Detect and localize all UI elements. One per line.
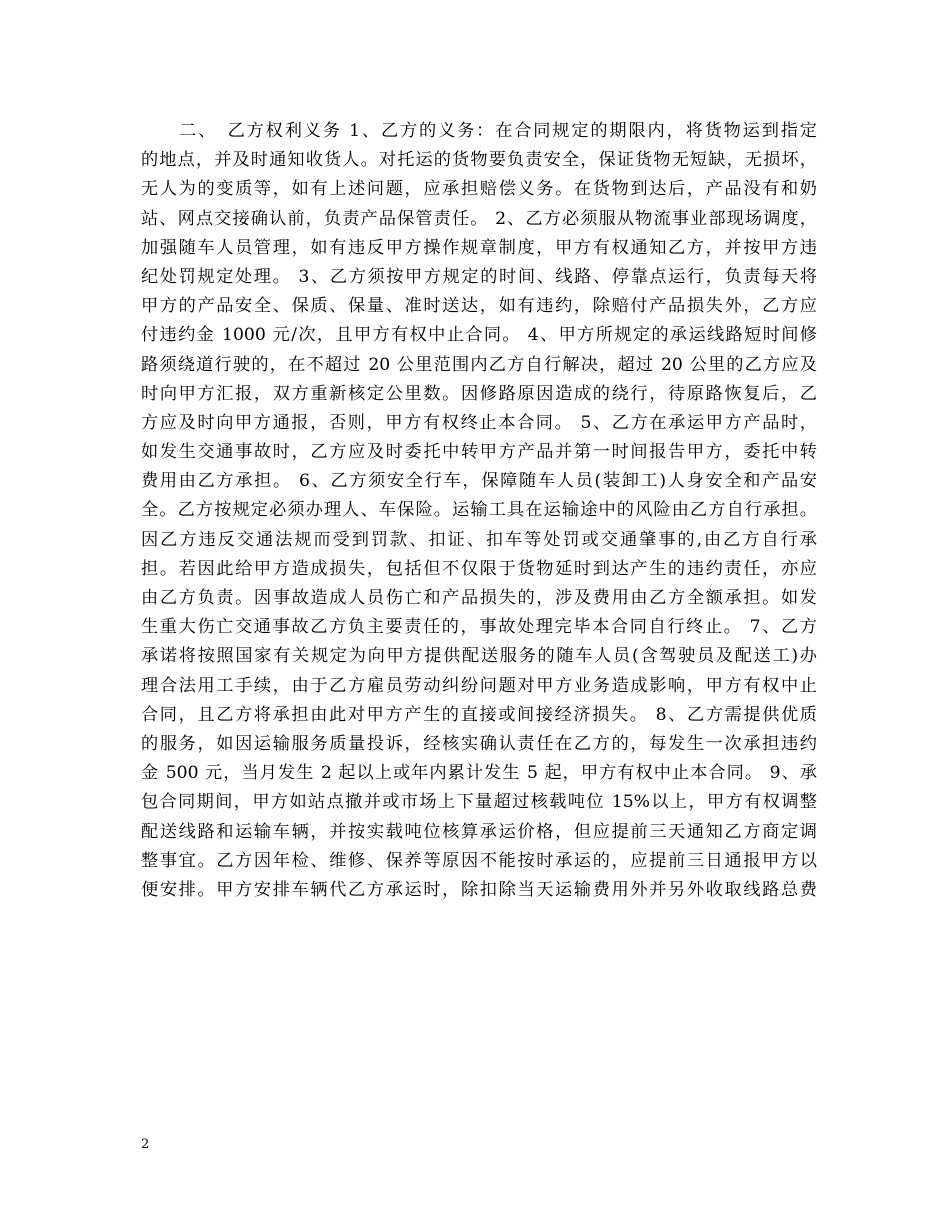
text-line: 甲方的产品安全、保质、保量、准时送达，如有违约，除赔付产品损失外，乙方应 [141, 296, 817, 317]
text-line: 站、网点交接确认前，负责产品保管责任。 2、乙方必须服从物流事业部现场调度， [141, 208, 817, 229]
text-line: 整事宜。乙方因年检、维修、保养等原因不能按时承运的，应提前三日通报甲方以 [141, 850, 817, 871]
page-number: 2 [141, 1137, 150, 1152]
text-line: 费用由乙方承担。 6、乙方须安全行车，保障随车人员(装卸工)人身安全和产品安 [141, 471, 817, 492]
text-line: 时向甲方汇报，双方重新核定公里数。因修路原因造成的绕行，待原路恢复后，乙 [141, 383, 817, 404]
text-line: 纪处罚规定处理。 3、乙方须按甲方规定的时间、线路、停靠点运行，负责每天将 [141, 266, 817, 287]
text-line: 如发生交通事故时，乙方应及时委托中转甲方产品并第一时间报告甲方，委托中转 [141, 442, 817, 463]
text-line: 全。乙方按规定必须办理人、车保险。运输工具在运输途中的风险由乙方自行承担。 [141, 500, 817, 521]
text-line: 二、 乙方权利义务 1、乙方的义务：在合同规定的期限内，将货物运到指定 [141, 121, 817, 141]
text-line: 因乙方违反交通法规而受到罚款、扣证、扣车等处罚或交通肇事的,由乙方自行承 [141, 529, 817, 550]
text-line: 承诺将按照国家有关规定为向甲方提供配送服务的随车人员(含驾驶员及配送工)办 [141, 646, 817, 667]
text-line: 金 500 元，当月发生 2 起以上或年内累计发生 5 起，甲方有权中止本合同。 9、承 [141, 763, 817, 784]
text-line: 担。若因此给甲方造成损失，包括但不仅限于货物延时到达产生的违约责任，亦应 [141, 558, 817, 579]
text-line: 方应及时向甲方通报，否则，甲方有权终止本合同。 5、乙方在承运甲方产品时， [141, 412, 817, 433]
text-line: 无人为的变质等，如有上述问题，应承担赔偿义务。在货物到达后，产品没有和奶 [141, 179, 817, 200]
text-line: 的服务，如因运输服务质量投诉，经核实确认责任在乙方的，每发生一次承担违约 [141, 733, 817, 754]
text-line: 路须绕道行驶的，在不超过 20 公里范围内乙方自行解决，超过 20 公里的乙方应及 [141, 354, 817, 375]
text-line: 合同，且乙方将承担由此对甲方产生的直接或间接经济损失。 8、乙方需提供优质 [141, 704, 817, 725]
contract-body-text [141, 117, 817, 905]
text-line: 付违约金 1000 元/次，且甲方有权中止合同。 4、甲方所规定的承运线路短时间修 [141, 325, 817, 346]
text-line: 由乙方负责。因事故造成人员伤亡和产品损失的，涉及费用由乙方全额承担。如发 [141, 588, 817, 608]
text-line: 包合同期间，甲方如站点撤并或市场上下量超过核载吨位 15%以上，甲方有权调整 [141, 792, 817, 813]
text-line: 生重大伤亡交通事故乙方负主要责任的，事故处理完毕本合同自行终止。 7、乙方 [141, 617, 817, 638]
text-line: 加强随车人员管理，如有违反甲方操作规章制度，甲方有权通知乙方，并按甲方违 [141, 237, 817, 258]
text-line: 的地点，并及时通知收货人。对托运的货物要负责安全，保证货物无短缺，无损坏， [141, 150, 817, 171]
text-line: 理合法用工手续，由于乙方雇员劳动纠纷问题对甲方业务造成影响，甲方有权中止 [141, 675, 817, 696]
text-line: 配送线路和运输车辆，并按实载吨位核算承运价格，但应提前三天通知乙方商定调 [141, 821, 817, 842]
text-line: 便安排。甲方安排车辆代乙方承运时，除扣除当天运输费用外并另外收取线路总费 [141, 879, 817, 900]
